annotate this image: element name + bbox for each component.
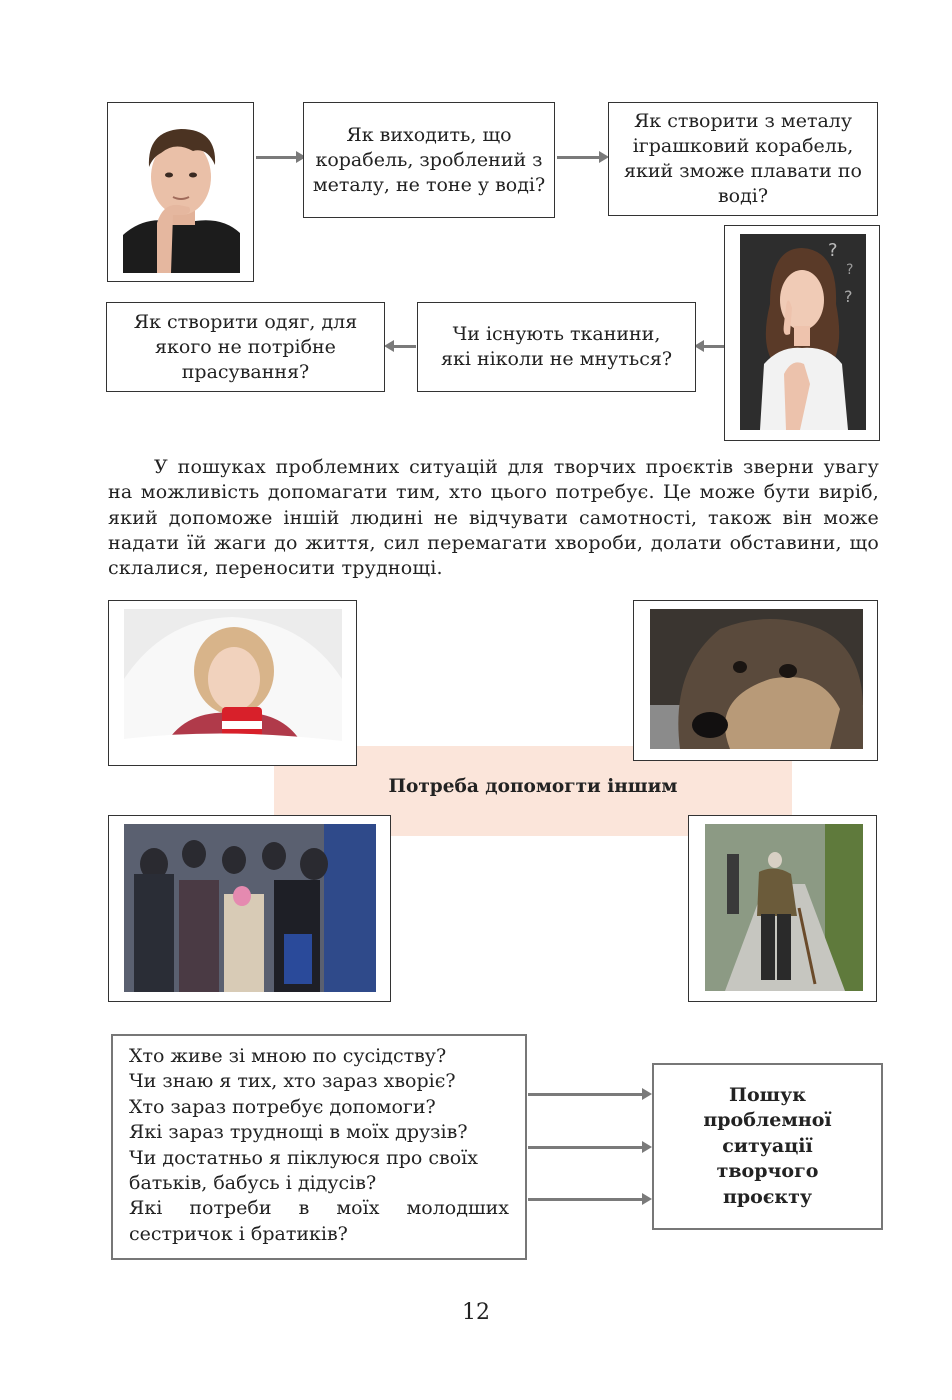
photo-sick-girl (108, 600, 357, 766)
question-ship-text: Як виходить, що корабель, зроблений з металу, не тоне у воді? (312, 123, 546, 196)
search-problem-text: Пошук проблемної ситуації творчого проєкту (703, 1083, 832, 1208)
arrow-left-2 (392, 345, 416, 348)
question-word: Які (129, 1197, 163, 1220)
arrow-to-search-3 (528, 1198, 644, 1201)
arrow-left-1 (702, 345, 724, 348)
svg-text:?: ? (844, 287, 853, 306)
question-box-clothes (106, 302, 385, 392)
photo-thinking-girl (724, 225, 880, 441)
question-box-fabrics (417, 302, 696, 392)
need-label: Потреба допомогти іншим (388, 776, 678, 797)
question-line: Хто зараз потребує допомоги? (129, 1095, 436, 1118)
question-word: потреби (189, 1197, 272, 1220)
svg-text:?: ? (828, 240, 838, 261)
question-line: Чи достатньо я піклуюся про своїх (129, 1146, 478, 1169)
question-line: батьків, бабусь і дідусів? (129, 1172, 377, 1195)
svg-text:?: ? (846, 262, 854, 278)
question-line: Чи знаю я тих, хто зараз хворіє? (129, 1070, 456, 1093)
question-line: сестричок і братиків? (129, 1222, 348, 1245)
photo-refugees (108, 815, 391, 1002)
question-line: Які зараз труднощі в моїх друзів? (129, 1121, 468, 1144)
photo-old-man (688, 815, 877, 1002)
photo-dog (633, 600, 878, 761)
photo-thinking-boy (107, 102, 254, 282)
arrow-to-search-2 (528, 1146, 644, 1149)
intro-paragraph: У пошуках проблемних ситуацій для творчих проєктів зверни увагу на можливість допомагати тим, хто цього потребує. Це може бути виріб, який допоможе іншій людині не відчувати самотності, також він може надати їй жаги до життя, сил перемагати хвороби, долати обставини, що склалися, переносити труднощі. (108, 456, 879, 580)
arrow-right-2 (557, 156, 601, 159)
question-word: моїх (336, 1197, 380, 1220)
question-fabrics-text: Чи існують тканини, які ніколи не мнуться? (440, 323, 673, 370)
question-word: молодших (406, 1197, 509, 1220)
question-box-ship (303, 102, 555, 218)
question-toy-ship-text: Як створити з металу іграшковий корабель, який зможе плавати по воді? (624, 110, 862, 207)
question-line-justified (129, 1196, 509, 1221)
question-clothes-text: Як створити одяг, для якого не потрібне прасування? (133, 310, 358, 383)
search-problem-box (652, 1063, 883, 1230)
question-box-toy-ship (608, 102, 878, 216)
arrow-to-search-1 (528, 1093, 644, 1096)
question-word: в (298, 1197, 310, 1220)
arrow-right-1 (256, 156, 298, 159)
question-line: Хто живе зі мною по сусідству? (129, 1045, 447, 1067)
questions-box (111, 1034, 527, 1260)
page-number: 12 (462, 1300, 490, 1325)
